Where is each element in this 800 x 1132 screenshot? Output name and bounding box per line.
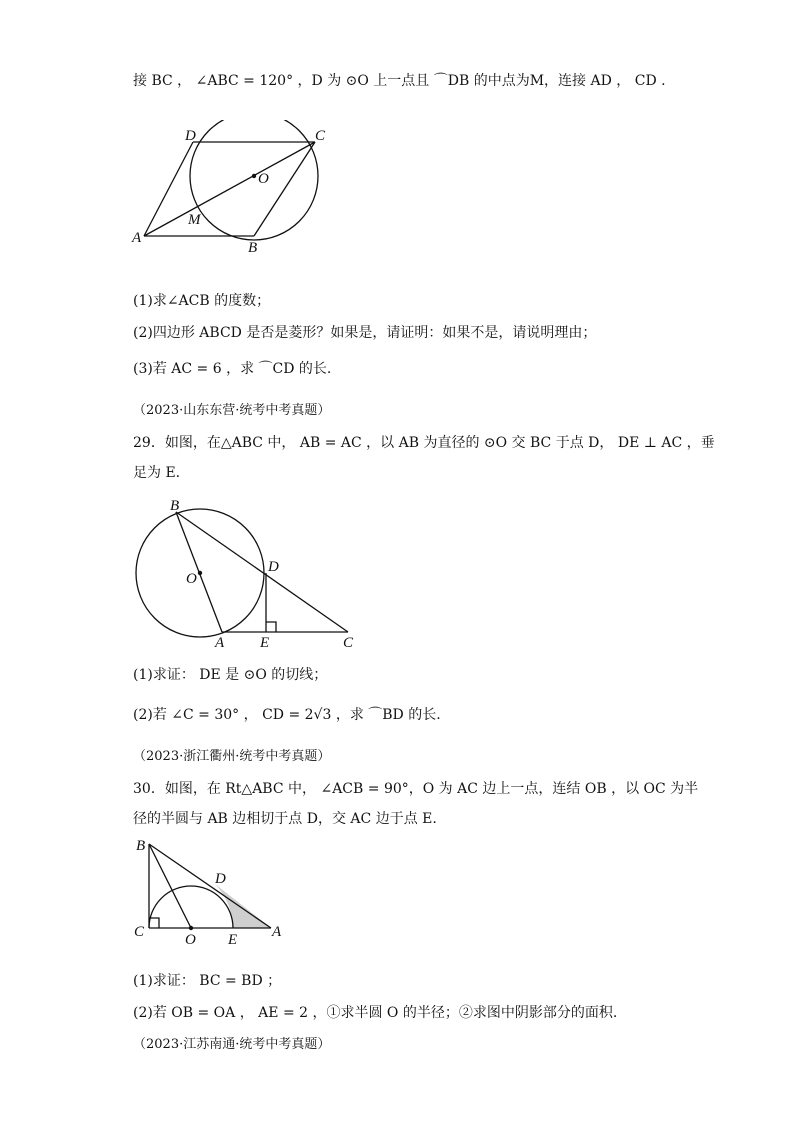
label-o: O	[186, 571, 197, 587]
right-angle-mark	[266, 622, 276, 632]
problem-28-intro: 接 BC ， ∠ABC = 120° ，D 为 ⊙O 上一点且 ⌒DB 的中点为M，连接 AD ， CD .	[133, 73, 666, 89]
label-a: A	[132, 230, 142, 246]
label-b: B	[170, 498, 180, 514]
label-c: C	[343, 635, 354, 648]
segment-ac	[144, 142, 315, 236]
semicircle-o	[149, 886, 233, 928]
problem-30-question-2: (2)若 OB = OA ， AE = 2 ，①求半圆 O 的半径；②求图中阴影部分的面积.	[133, 1005, 618, 1021]
segment-bc	[254, 142, 315, 236]
problem-29-question-2: (2)若 ∠C = 30° ， CD = 2√3 ，求 ⌒BD 的长.	[133, 707, 441, 723]
center-dot-o	[198, 571, 202, 575]
label-o: O	[258, 171, 269, 187]
right-angle-mark	[149, 918, 159, 928]
problem-30-line-1: 30．如图，在 Rt△ABC 中， ∠ACB = 90°，O 为 AC 边上一点，连结 OB ，以 OC 为半	[133, 781, 699, 797]
label-b: B	[248, 240, 258, 256]
problem-28-question-1: (1)求∠ACB 的度数；	[133, 293, 271, 309]
label-m: M	[188, 212, 201, 228]
label-a: A	[272, 924, 282, 940]
problem-29-question-1: (1)求证： DE 是 ⊙O 的切线；	[133, 667, 328, 683]
segment-ba	[149, 844, 271, 928]
problem-28-source: （2023·山东东营·统考中考真题）	[133, 403, 331, 418]
label-b: B	[136, 838, 146, 854]
figure-circle-triangle	[130, 498, 360, 648]
label-d: D	[185, 128, 196, 144]
label-a: A	[215, 635, 225, 648]
problem-29-line-1: 29．如图，在△ABC 中， AB = AC ，以 AB 为直径的 ⊙O 交 BC 于点 D， DE ⊥ AC ，垂	[133, 435, 715, 451]
problem-30-line-2: 径的半圆与 AB 边相切于点 D，交 AC 边于点 E.	[133, 811, 437, 827]
figure-circle-rhombus	[130, 120, 330, 260]
problem-30-question-1: (1)求证： BC = BD ；	[133, 973, 282, 989]
figure-semicircle-triangle	[130, 836, 290, 948]
center-dot-o	[252, 174, 256, 178]
label-c: C	[315, 128, 326, 144]
circle-o	[190, 120, 318, 240]
shaded-region	[215, 884, 271, 928]
problem-28-question-2: (2)四边形 ABCD 是否是菱形？如果是，请证明：如果不是，请说明理由；	[133, 325, 597, 341]
problem-29-source: （2023·浙江衢州·统考中考真题）	[133, 749, 331, 764]
label-o: O	[185, 932, 196, 948]
label-d: D	[215, 871, 226, 887]
label-e: E	[260, 635, 270, 648]
label-c: C	[134, 924, 145, 940]
problem-29-line-2: 足为 E.	[133, 465, 181, 481]
label-d: D	[268, 559, 279, 575]
problem-28-question-3: (3)若 AC = 6 ，求 ⌒CD 的长.	[133, 361, 332, 377]
label-e: E	[228, 932, 238, 948]
problem-30-source: （2023·江苏南通·统考中考真题）	[133, 1037, 331, 1052]
center-dot-o	[189, 926, 193, 930]
